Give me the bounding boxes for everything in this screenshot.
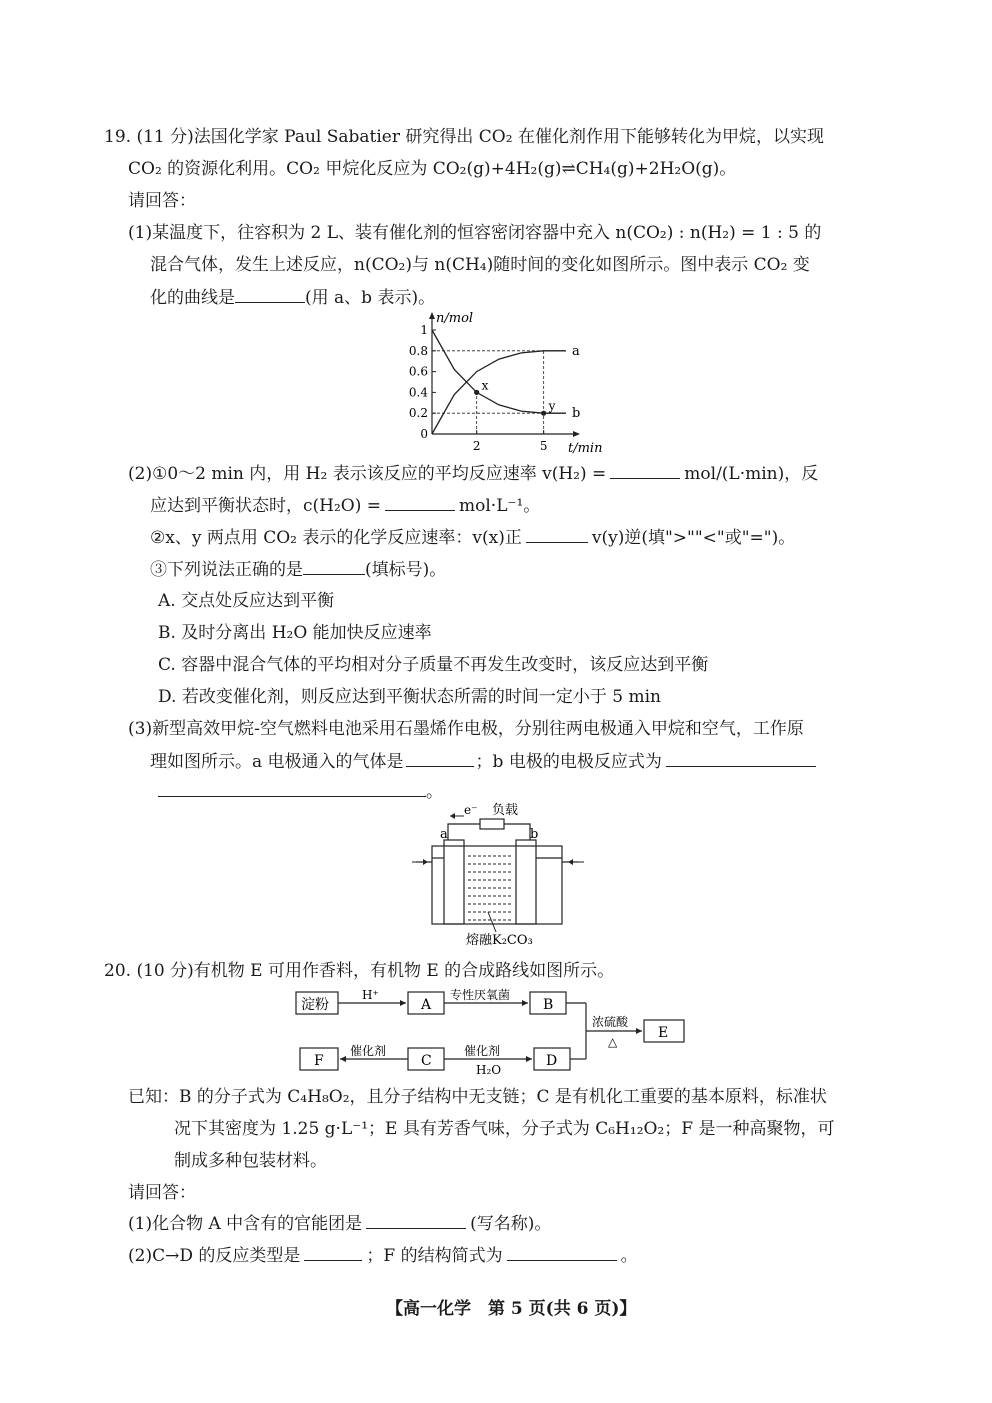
label-heat: △ [608, 1035, 618, 1049]
q19-part1-line1: (1)某温度下，往容积为 2 L、装有催化剂的恒容密闭容器中充入 n(CO₂) : n(H₂) = 1 : 5 的 [128, 223, 822, 243]
point-x [474, 390, 479, 395]
q19-part1-text: 化的曲线是 [150, 288, 235, 308]
q19-part2-choice-text: ③下列说法正确的是 [150, 560, 303, 580]
q19-part2-line2 [150, 494, 540, 517]
q19-part2-line1 [128, 462, 818, 485]
q19-part2-rate-unit: mol/(L·min)，反 [684, 464, 819, 484]
q19-part3-line1: (3)新型高效甲烷-空气燃料电池采用石墨烯作电极，分别往两电极通入甲烷和空气，工作原 [128, 719, 804, 739]
answer-blank-choice[interactable] [303, 558, 365, 575]
q19-part3-line2 [150, 750, 816, 773]
answer-blank-curve[interactable] [235, 286, 305, 303]
label-conc-h2so4: 浓硫酸 [592, 1015, 629, 1029]
y-axis-label: n/mol [436, 311, 474, 326]
q19-part1-line3 [150, 286, 435, 309]
node-e: E [658, 1025, 669, 1041]
series-label-b: b [572, 406, 581, 422]
q19-part2-conc-unit: mol·L⁻¹。 [459, 496, 541, 516]
label-catalyst-2: 催化剂 [464, 1044, 501, 1058]
series-line-b [432, 330, 566, 413]
q20-prompt: 请回答： [128, 1183, 196, 1203]
q19-heading: 19. (11 分)法国化学家 Paul Sabatier 研究得出 CO₂ 在催化剂作用下能够转化为甲烷，以实现 [104, 127, 824, 147]
q20-known-line1: 已知：B 的分子式为 C₄H₈O₂，且分子结构中无支链；C 是有机化工重要的基本原料，标准状 [128, 1087, 827, 1107]
x-axis-label: t/min [568, 441, 603, 456]
synthesis-route [290, 984, 700, 1080]
q19-part2-compare-text: ②x、y 两点用 CO₂ 表示的化学反应速率：v(x)正 [150, 528, 522, 548]
load-resistor [480, 819, 504, 829]
q20-q2-text: (2)C→D 的反应类型是 [128, 1246, 301, 1266]
answer-blank-reaction-type[interactable] [304, 1244, 362, 1261]
page-footer: 【高一化学 第 5 页(共 6 页)】 [386, 1299, 637, 1319]
answer-blank-rate[interactable] [610, 462, 680, 479]
q19-part2-sub3 [150, 558, 446, 581]
q19-part2-sub2 [150, 526, 795, 549]
load-label: 负载 [492, 803, 519, 818]
q20-question2 [128, 1244, 638, 1267]
fuel-cell-diagram [404, 800, 590, 950]
q20-q1-hint: (写名称)。 [470, 1214, 552, 1234]
q20-known-line3: 制成多种包装材料。 [174, 1151, 327, 1171]
y-tick-label: 0.2 [408, 406, 428, 421]
label-h-plus: H⁺ [362, 988, 379, 1002]
answer-blank-structure[interactable] [507, 1244, 617, 1261]
answer-blank-gas[interactable] [406, 750, 474, 767]
series-line-a [432, 351, 566, 434]
option-c: C. 容器中混合气体的平均相对分子质量不再发生改变时，该反应达到平衡 [158, 655, 709, 675]
q20-known-line2: 况下其密度为 1.25 g·L⁻¹；E 具有芳香气味，分子式为 C₆H₁₂O₂；F 是一种高聚物，可 [174, 1119, 835, 1139]
q19-part2-choice-hint: (填标号)。 [365, 560, 447, 580]
y-tick-label: 0.8 [408, 343, 428, 358]
y-tick-label: 1 [420, 323, 428, 337]
q19-part1-line2: 混合气体，发生上述反应，n(CO₂)与 n(CH₄)随时间的变化如图所示。图中表示 CO₂ 变 [150, 255, 810, 275]
node-c: C [421, 1053, 432, 1069]
electrolyte-label: 熔融K₂CO₃ [466, 933, 533, 948]
electrode-a-label: a [440, 827, 448, 842]
node-a: A [421, 997, 432, 1013]
option-b: B. 及时分离出 H₂O 能加快反应速率 [158, 623, 432, 643]
answer-blank-electrode-2[interactable] [158, 780, 426, 797]
option-a: A. 交点处反应达到平衡 [158, 591, 335, 611]
y-tick-label: 0.6 [408, 364, 428, 379]
q19-part3-electrode-text: ；b 电极的电极反应式为 [475, 752, 662, 772]
x-axis-arrow [573, 431, 580, 437]
q19-part3-gas-text: 理如图所示。a 电极通入的气体是 [150, 752, 404, 772]
y-tick-label: 0 [420, 427, 428, 441]
q20-q2-structure-text: ；F 的结构简式为 [366, 1246, 503, 1266]
y-tick-label: 0.4 [408, 385, 428, 400]
point-label-x: x [481, 378, 489, 393]
point-y [541, 411, 546, 416]
node-d: D [546, 1053, 558, 1069]
q19-part1-hint: (用 a、b 表示)。 [305, 288, 436, 308]
q19-part2-compare-hint: v(y)逆(填">""<"或"=")。 [591, 528, 796, 548]
q19-part2-conc-text: 应达到平衡状态时，c(H₂O) = [150, 496, 382, 516]
answer-blank-compare[interactable] [526, 526, 588, 543]
q19-part3-line3 [158, 780, 443, 803]
electron-label: e⁻ [464, 803, 478, 817]
point-label-y: y [548, 399, 556, 414]
label-catalyst-1: 催化剂 [350, 1044, 387, 1058]
q19-prompt: 请回答： [128, 191, 196, 211]
q20-q2-period: 。 [620, 1246, 638, 1266]
x-tick-label: 5 [539, 439, 548, 453]
answer-blank-functional-group[interactable] [366, 1212, 466, 1229]
q19-part2-rate-text: (2)①0～2 min 内，用 H₂ 表示该反应的平均反应速率 v(H₂) = [128, 464, 607, 484]
q19-part3-period: 。 [426, 782, 443, 802]
node-b: B [543, 997, 554, 1013]
n-t-chart [398, 310, 603, 458]
series-label-a: a [572, 343, 580, 359]
node-starch: 淀粉 [301, 997, 329, 1013]
answer-blank-electrode-1[interactable] [666, 750, 816, 767]
answer-blank-conc[interactable] [385, 494, 455, 511]
electrode-b-label: b [530, 827, 539, 842]
y-axis-arrow [429, 312, 435, 319]
q19-reaction-line: CO₂ 的资源化利用。CO₂ 甲烷化反应为 CO₂(g)+4H₂(g)⇌CH₄(g)+2H₂O(g)。 [128, 159, 737, 179]
node-f: F [314, 1053, 324, 1069]
q20-heading: 20. (10 分)有机物 E 可用作香料，有机物 E 的合成路线如图所示。 [104, 961, 615, 981]
x-tick-label: 2 [472, 439, 481, 453]
label-water: H₂O [476, 1063, 502, 1077]
q20-question1 [128, 1212, 551, 1235]
label-anaerobe: 专性厌氧菌 [450, 988, 511, 1002]
q20-q1-text: (1)化合物 A 中含有的官能团是 [128, 1214, 363, 1234]
option-d: D. 若改变催化剂，则反应达到平衡状态所需的时间一定小于 5 min [158, 687, 661, 707]
